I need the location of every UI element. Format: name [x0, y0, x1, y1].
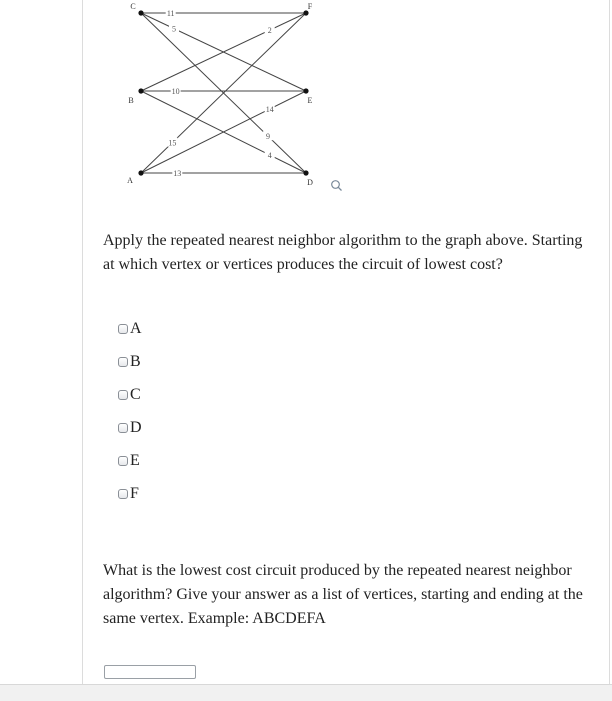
option-a-label: A	[130, 319, 142, 337]
magnifier-icon[interactable]	[330, 179, 344, 193]
vertex-e	[303, 88, 308, 93]
edge-weight-ce: 5	[172, 24, 176, 34]
checkbox-d[interactable]	[118, 423, 128, 433]
vertex-c	[138, 10, 143, 15]
option-c-label: C	[130, 385, 141, 403]
edge-weight-cf: 11	[166, 9, 175, 18]
option-f-label: F	[130, 484, 139, 502]
edge-weight-cd: 9	[266, 132, 271, 142]
option-f[interactable]	[118, 477, 142, 510]
option-a[interactable]	[118, 312, 142, 345]
edge-weight-bd: 4	[267, 150, 272, 160]
edge-weight-be: 10	[171, 87, 180, 96]
edge-weight-af: 15	[168, 138, 177, 148]
answer-input[interactable]	[104, 665, 196, 679]
vertex-label-c: C	[130, 2, 136, 11]
option-b[interactable]	[118, 345, 142, 378]
question-1-text: Apply the repeated nearest neighbor algorithm to the graph above. Starting at which vertex or vertices produces the circuit of lowest cost?	[103, 232, 583, 273]
vertex-b	[138, 88, 143, 93]
option-e[interactable]	[118, 444, 142, 477]
vertex-label-a: A	[127, 176, 133, 185]
graph-diagram	[0, 0, 612, 200]
vertex-label-d: D	[307, 178, 313, 187]
vertex-label-b: B	[128, 96, 134, 105]
edge-weight-ad: 13	[173, 169, 182, 178]
option-d[interactable]	[118, 411, 142, 444]
question-2-text: What is the lowest cost circuit produced by the repeated nearest neighbor algorithm? Give your answer as a list of vertices, starting and ending at the same vertex. Example: ABCDEFA	[103, 562, 583, 627]
edge-weight-ae: 14	[265, 105, 274, 115]
vertex-d	[303, 170, 308, 175]
checkbox-c[interactable]	[118, 390, 128, 400]
checkbox-e[interactable]	[118, 456, 128, 466]
checkbox-a[interactable]	[118, 324, 128, 334]
bottom-bar	[0, 684, 612, 701]
option-d-label: D	[130, 418, 142, 436]
checkbox-b[interactable]	[118, 357, 128, 367]
checkbox-f[interactable]	[118, 489, 128, 499]
vertex-a	[138, 170, 143, 175]
option-b-label: B	[130, 352, 141, 370]
vertex-label-e: E	[307, 96, 313, 105]
vertex-label-f: F	[307, 2, 313, 11]
edge-weight-bf: 2	[267, 26, 272, 36]
vertex-options	[118, 312, 142, 510]
option-c[interactable]	[118, 378, 142, 411]
vertex-f	[303, 10, 308, 15]
option-e-label: E	[130, 451, 140, 469]
